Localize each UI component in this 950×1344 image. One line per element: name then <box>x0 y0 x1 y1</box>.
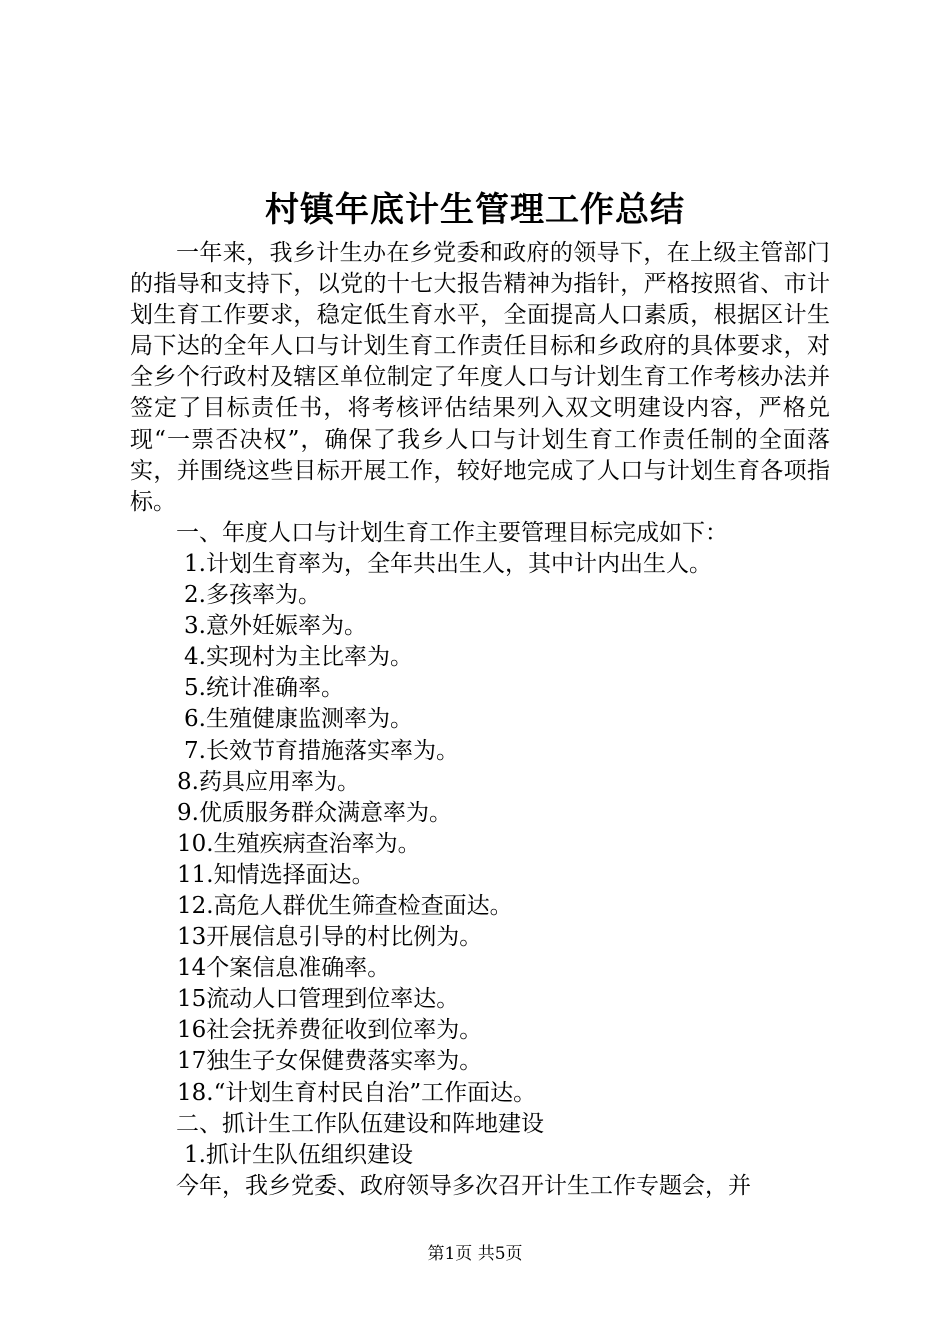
paragraph-start: 今年，我乡党委、政府领导多次召开计生工作专题会，并 <box>176 1172 751 1199</box>
subsection-heading: 1.抓计生队伍组织建设 <box>184 1141 413 1168</box>
document-body <box>130 238 830 1202</box>
list-item: 10.生殖疾病查治率为。 <box>177 830 421 857</box>
list-item: 13开展信息引导的村比例为。 <box>177 924 483 951</box>
intro-paragraph: 一年来，我乡计生办在乡党委和政府的领导下，在上级主管部门的指导和支持下，以党的十七大报告精神为指针，严格按照省、市计划生育工作要求，稳定低生育水平，全面提高人口素质，根据区计生局下达的全年人口与计划生育工作责任目标和乡政府的具体要求，对全乡个行政村及辖区单位制定了年度人口与计划生育工作考核办法并签定了目标责任书，将考核评估结果列入双文明建设内容，严格兑现“一票否决权”，确保了我乡人口与计划生育工作责任制的全面落实，并围绕这些目标开展工作，较好地完成了人口与计划生育各项指标。 <box>130 240 830 515</box>
list-item: 15流动人口管理到位率达。 <box>177 986 460 1013</box>
list-item: 4.实现村为主比率为。 <box>184 644 413 671</box>
list-item: 9.优质服务群众满意率为。 <box>177 799 452 826</box>
list-item: 7.长效节育措施落实率为。 <box>184 737 459 764</box>
list-item: 6.生殖健康监测率为。 <box>184 706 413 733</box>
list-item: 8.药具应用率为。 <box>177 768 360 795</box>
list-item: 3.意外妊娠率为。 <box>184 613 367 640</box>
document-title: 村镇年底计生管理工作总结 <box>265 190 685 230</box>
list-item: 16社会抚养费征收到位率为。 <box>177 1017 483 1044</box>
page-footer: 第1页 共5页 <box>427 1244 523 1264</box>
list-item: 11.知情选择面达。 <box>177 861 375 888</box>
list-item: 1.计划生育率为，全年共出生人，其中计内出生人。 <box>184 550 712 577</box>
list-item: 2.多孩率为。 <box>184 582 321 609</box>
list-item: 12.高危人群优生筛查检查面达。 <box>177 892 513 919</box>
list-item: 17独生子女保健费落实率为。 <box>177 1048 483 1075</box>
list-item: 14个案信息准确率。 <box>177 955 391 982</box>
section-heading-1: 一、年度人口与计划生育工作主要管理目标完成如下： <box>176 519 728 546</box>
list-item: 5.统计准确率。 <box>184 675 344 702</box>
list-item: 18.“计划生育村民自治”工作面达。 <box>177 1079 537 1106</box>
section-heading-2: 二、抓计生工作队伍建设和阵地建设 <box>176 1110 544 1137</box>
